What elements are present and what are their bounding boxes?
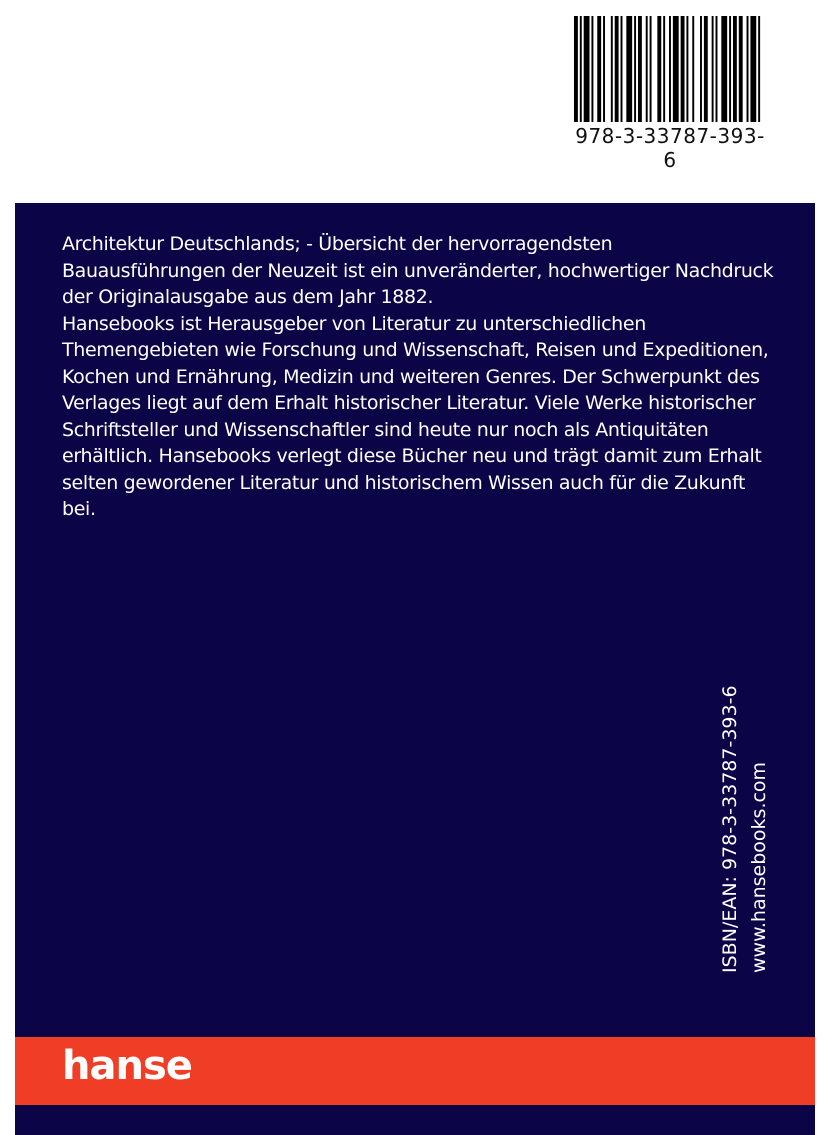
- barcode-bar: [646, 16, 648, 122]
- description-line: Kochen und Ernährung, Medizin und weiteren Genres. Der Schwerpunkt des: [62, 365, 760, 388]
- barcode-bar: [681, 16, 685, 122]
- barcode-bar: [574, 16, 578, 122]
- barcode-bar: [663, 16, 665, 122]
- barcode-bar: [603, 16, 605, 122]
- isbn-vertical-text: ISBN/EAN: 978-3-33787-393-6: [719, 685, 741, 973]
- book-description: [62, 231, 802, 523]
- barcode-bar: [584, 16, 590, 122]
- description-line: bei.: [62, 498, 96, 520]
- barcode-number: 978-3-33787-393-6: [575, 124, 765, 172]
- barcode-bar: [686, 16, 688, 122]
- description-line: erhältlich. Hansebooks verlegt diese Bücher neu und trägt damit zum Erhalt: [62, 445, 762, 467]
- barcode-bar: [673, 16, 679, 122]
- barcode-bar: [615, 16, 619, 122]
- barcode-bar: [591, 16, 593, 122]
- description-line: selten gewordener Literatur und historischem Wissen auch für die Zukunft: [62, 471, 746, 494]
- barcode-bar: [650, 16, 652, 122]
- barcode-bar: [758, 16, 760, 122]
- barcode-bar: [750, 16, 756, 122]
- website-vertical-text: www.hansebooks.com: [748, 761, 770, 973]
- barcode-bar: [669, 16, 671, 122]
- barcode: [570, 14, 770, 172]
- publisher-footer-band: [15, 1037, 815, 1105]
- cover-panel: [15, 203, 815, 1135]
- description-line: Architektur Deutschlands; - Übersicht der hervorragendsten: [62, 233, 613, 255]
- barcode-bar: [700, 16, 702, 122]
- barcode-bar: [634, 16, 636, 122]
- description-line: der Originalausgabe aus dem Jahr 1882.: [62, 286, 434, 308]
- barcode-bar: [597, 16, 601, 122]
- barcode-bar: [580, 16, 582, 122]
- barcode-bar: [716, 16, 718, 122]
- barcode-bar: [611, 16, 613, 122]
- barcode-bars: [574, 16, 764, 122]
- hanse-logo: hanse: [62, 1043, 192, 1089]
- barcode-bar: [692, 16, 694, 122]
- description-line: Verlages liegt auf dem Erhalt historischer Literatur. Viele Werke historischer: [62, 392, 756, 414]
- barcode-bar: [729, 16, 731, 122]
- barcode-bar: [733, 16, 737, 122]
- barcode-bar: [739, 16, 743, 122]
- barcode-bar: [657, 16, 661, 122]
- barcode-bar: [712, 16, 714, 122]
- description-line: Themengebieten wie Forschung und Wissenschaft, Reisen und Expeditionen,: [62, 339, 769, 361]
- barcode-bar: [638, 16, 642, 122]
- description-line: Hansebooks ist Herausgeber von Literatur zu unterschiedlichen: [62, 312, 646, 335]
- barcode-bar: [626, 16, 632, 122]
- description-line: Schriftsteller und Wissenschaftler sind heute nur noch als Antiquitäten: [62, 418, 709, 441]
- barcode-bar: [621, 16, 623, 122]
- barcode-bar: [704, 16, 708, 122]
- barcode-bar: [747, 16, 749, 122]
- barcode-bar: [721, 16, 727, 122]
- description-line: Bauausführungen der Neuzeit ist ein unveränderter, hochwertiger Nachdruck: [62, 259, 774, 282]
